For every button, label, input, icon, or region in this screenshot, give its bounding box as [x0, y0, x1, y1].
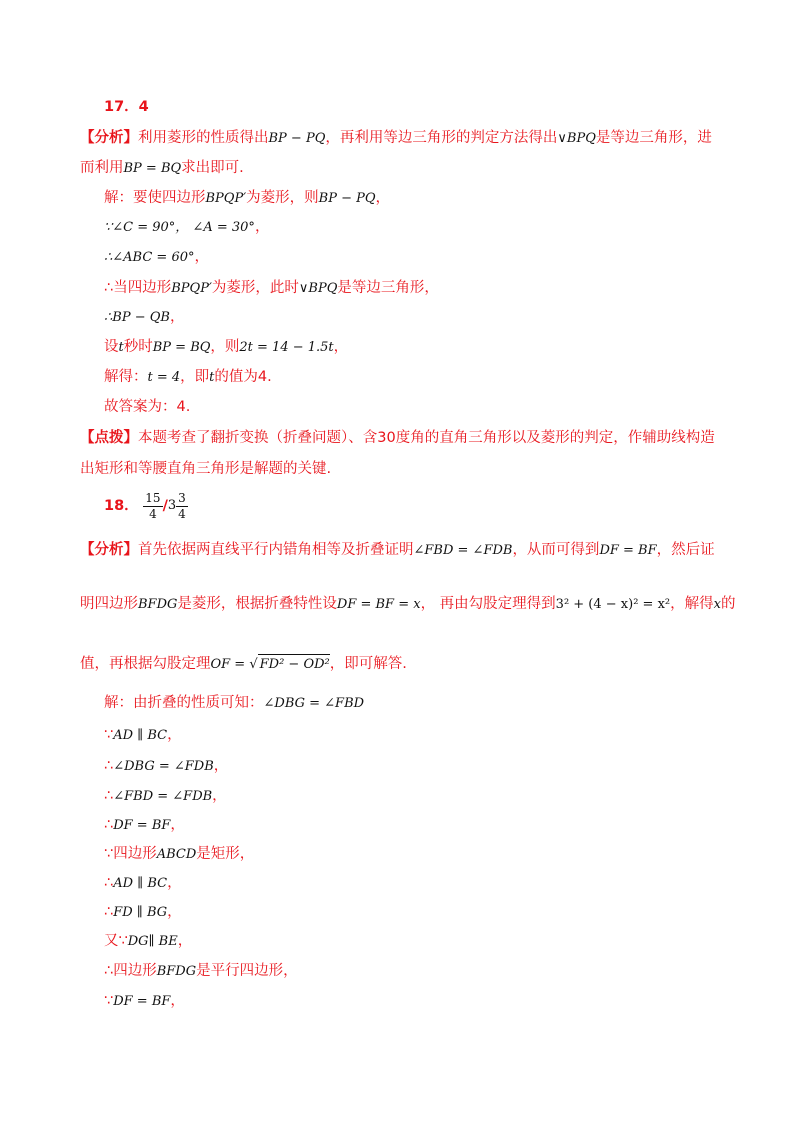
analysis-tag: 【分析】 [80, 130, 138, 146]
math: FD² − OD² [258, 654, 330, 675]
q18-solution-line8 [104, 902, 182, 923]
q18-analysis-line3 [80, 654, 407, 675]
q18-heading [104, 490, 188, 522]
math: ∨BPQ [298, 281, 338, 296]
math: FD ∥ BG [113, 905, 168, 920]
math: BP = BQ [152, 340, 211, 355]
math: ∴∠ABC = 60° [104, 250, 195, 265]
q18-solution-line6 [104, 844, 254, 865]
math: ∵∠C = 90°， ∠A = 30° [104, 220, 255, 235]
numerator: 15 [145, 490, 161, 505]
text: ∴ [104, 904, 114, 920]
text: 求出即可. [181, 160, 244, 176]
text: ， [167, 904, 182, 920]
text: ， [170, 817, 185, 833]
q17-point-line1 [80, 428, 715, 448]
text: ，从而可得到 [512, 542, 600, 558]
text: ∵ [104, 993, 114, 1009]
fraction [176, 491, 188, 522]
text: 解：由折叠的性质可知： [104, 695, 264, 711]
q18-solution-line5 [104, 815, 185, 836]
math: ABCD [156, 847, 197, 862]
text: 又∵ [104, 933, 128, 949]
text: ∵四边形 [104, 846, 157, 862]
q18-solution-line10 [104, 961, 298, 982]
text: 的值为4. [214, 369, 272, 385]
analysis-tag: 【分析】 [80, 542, 138, 558]
text: 故答案为：4. [104, 399, 191, 415]
q18-solution-line2 [104, 725, 182, 746]
math: BPQP′ [171, 281, 212, 296]
text: ， 再由勾股定理得到 [420, 596, 556, 612]
q18-analysis-line2 [80, 594, 735, 615]
math: AD ∥ BC [113, 728, 168, 743]
math: ∠FBD = ∠FDB [413, 543, 513, 558]
q18-solution-line11 [104, 991, 185, 1012]
text: ， [194, 249, 209, 265]
text: 利用菱形的性质得出 [138, 130, 269, 146]
math: BP − PQ [318, 191, 376, 206]
text: 为菱形，则 [246, 190, 319, 206]
math: ∨BPQ [557, 131, 596, 146]
text: 是等边三角形， [337, 280, 439, 296]
fraction [143, 491, 162, 522]
math: DF = BF [113, 818, 171, 833]
text: ∵ [104, 727, 114, 743]
math: ∴BP − QB [104, 310, 170, 325]
q17-heading [104, 97, 149, 117]
text: ， [167, 875, 182, 891]
math: ∠FBD = ∠FDB [113, 789, 213, 804]
text: 明四边形 [80, 596, 138, 612]
text: ， [213, 758, 229, 774]
text: 的 [720, 596, 736, 612]
math: OF = [210, 657, 250, 672]
q18-solution-line9 [104, 931, 192, 952]
q17-solution-line4 [104, 278, 439, 299]
text: 本题考查了翻折变换（折叠问题）、含30度角的直角三角形以及菱形的判定，作辅助线构造 [138, 430, 715, 446]
text: 秒时 [123, 339, 153, 355]
q17-analysis-line2 [80, 158, 244, 179]
math: BP = BQ [123, 161, 182, 176]
q18-heading-number: 18． [104, 498, 139, 514]
q18-solution-line4 [104, 786, 227, 807]
math: BP − PQ [268, 131, 326, 146]
text: ， [333, 339, 349, 355]
text: 解得： [104, 369, 148, 385]
text: ， [177, 933, 193, 949]
math: DG∥ BE [127, 934, 178, 949]
q18-solution-line7 [104, 873, 182, 894]
text: 解：要使四边形 [104, 190, 206, 206]
q18-solution-line1 [104, 693, 364, 714]
text: 出矩形和等腰直角三角形是解题的关键. [80, 461, 332, 477]
text: ∴当四边形 [104, 280, 172, 296]
text: ，即 [180, 369, 210, 385]
math: BPQP′ [205, 191, 247, 206]
q17-point-line2 [80, 459, 331, 479]
text: 是菱形，根据折叠特性设 [177, 596, 337, 612]
q17-answer [104, 397, 190, 417]
math: 3² + (4 − x)² = x² [555, 597, 671, 612]
text: 是矩形， [196, 846, 255, 862]
text: ， [254, 219, 270, 235]
text: 设 [104, 339, 119, 355]
text: ∴ [104, 788, 114, 804]
math: ∠DBG = ∠FBD [263, 696, 365, 711]
text: ，然后证 [656, 542, 715, 558]
mixed-whole: 3 [167, 498, 177, 513]
math: DF = BF = x [336, 597, 421, 612]
numerator: 3 [178, 490, 186, 505]
q17-heading-text: 17．4 [104, 99, 149, 115]
text: ，解得 [670, 596, 714, 612]
text: ， [170, 993, 185, 1009]
q17-solution-line2 [104, 217, 269, 238]
q17-solution-line7 [104, 367, 272, 388]
text: 是平行四边形， [196, 963, 298, 979]
text: ∴ [104, 758, 114, 774]
q18-solution-line3 [104, 756, 228, 777]
text: 而利用 [80, 160, 124, 176]
math: ∠DBG = ∠FDB [113, 759, 214, 774]
text: 是等边三角形，进 [595, 130, 712, 146]
math: t = 4 [147, 370, 181, 385]
slash: / [162, 498, 168, 514]
sqrt-icon: √ [249, 657, 258, 672]
text: ∴ [104, 817, 114, 833]
text: ∴四边形 [104, 963, 157, 979]
text: ，则 [210, 339, 240, 355]
q17-solution-line5 [104, 307, 184, 328]
math: AD ∥ BC [113, 876, 168, 891]
text: ， [375, 190, 391, 206]
math: t [209, 370, 215, 385]
text: 为菱形，此时 [211, 280, 299, 296]
q17-solution-line1 [104, 188, 390, 209]
math: 2t = 14 − 1.5t [239, 340, 334, 355]
text: ， [212, 788, 227, 804]
point-tag: 【点拨】 [80, 430, 138, 446]
text: ， [167, 727, 182, 743]
math: BFDG [138, 597, 178, 612]
text: 值，再根据勾股定理 [80, 656, 211, 672]
math: BFDG [156, 964, 197, 979]
text: 首先依据两直线平行内错角相等及折叠证明 [138, 542, 414, 558]
math: x [713, 597, 721, 612]
q17-solution-line6 [104, 337, 348, 358]
text: ， [169, 309, 185, 325]
denominator: 4 [149, 506, 157, 521]
q17-solution-line3 [104, 247, 209, 268]
math: DF = BF [113, 994, 171, 1009]
q18-analysis-line1 [80, 540, 715, 561]
denominator: 4 [178, 506, 186, 521]
math: t [118, 340, 124, 355]
text: ，再利用等边三角形的判定方法得出 [325, 130, 558, 146]
text: ∴ [104, 875, 114, 891]
q17-analysis-line1 [80, 128, 712, 149]
text: ，即可解答. [329, 656, 407, 672]
math: DF = BF [599, 543, 657, 558]
